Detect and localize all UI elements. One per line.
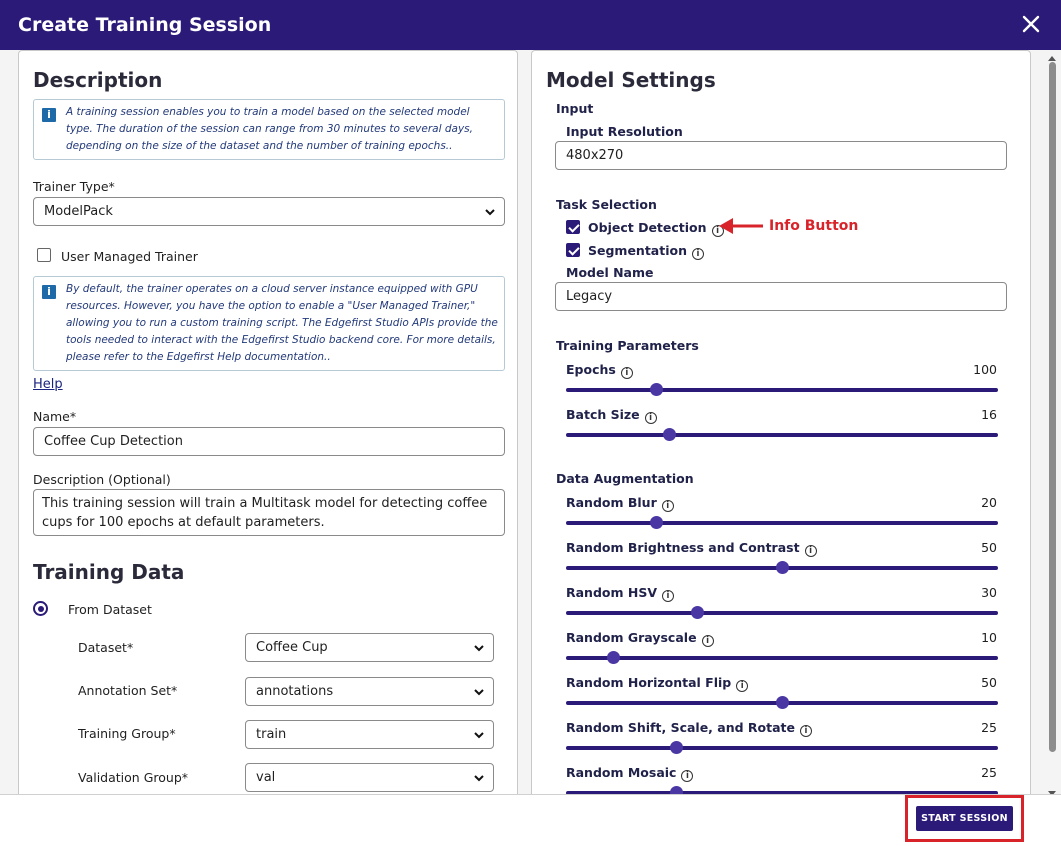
augmentation-row — [566, 675, 748, 692]
slider-handle[interactable] — [650, 516, 663, 529]
slider-handle[interactable] — [776, 561, 789, 574]
right-panel — [531, 50, 1031, 794]
from-dataset-label: From Dataset — [68, 602, 152, 617]
object-detection-row — [588, 220, 724, 237]
info-icon[interactable]: i — [800, 725, 812, 737]
user-managed-checkbox[interactable] — [37, 248, 51, 262]
model-name-value: Legacy — [566, 289, 613, 304]
augmentation-slider[interactable] — [566, 701, 998, 705]
augmentation-row — [566, 720, 812, 737]
epochs-row — [566, 362, 633, 379]
validation-group-value: val — [256, 770, 276, 785]
segmentation-label: Segmentation — [588, 243, 687, 258]
batch-size-row — [566, 407, 657, 424]
segmentation-checkbox[interactable] — [566, 243, 580, 257]
data-augmentation-title: Data Augmentation — [556, 471, 694, 486]
augmentation-label: Random Shift, Scale, and Rotate — [566, 720, 795, 735]
training-group-value: train — [256, 727, 287, 742]
slider-handle[interactable] — [663, 428, 676, 441]
description-optional-label: Description (Optional) — [33, 472, 171, 487]
augmentation-value: 50 — [981, 540, 997, 555]
epochs-value: 100 — [973, 362, 997, 377]
slider-handle[interactable] — [670, 741, 683, 754]
description-info-text: A training session enables you to train a model based on the selected model type. The duration of the session can range from 30 minutes to several days, depending on the size of the dataset and the number of training epochs.. — [66, 106, 473, 152]
scrollbar[interactable] — [1048, 56, 1057, 794]
info-icon[interactable]: i — [662, 500, 674, 512]
info-icon[interactable]: i — [681, 770, 693, 782]
description-heading: Description — [33, 68, 163, 92]
object-detection-checkbox[interactable] — [566, 220, 580, 234]
chevron-down-icon — [473, 686, 485, 698]
info-icon[interactable]: i — [736, 680, 748, 692]
slider-handle[interactable] — [607, 651, 620, 664]
annotation-text: Info Button — [769, 218, 859, 234]
chevron-down-icon — [473, 642, 485, 654]
info-button-annotation — [717, 217, 858, 235]
slider-handle[interactable] — [670, 786, 683, 794]
augmentation-value: 25 — [981, 720, 997, 735]
description-textarea-value: This training session will train a Multitask model for detecting coffee cups for 100 epochs at default parameters. — [42, 496, 488, 530]
slider-handle[interactable] — [650, 383, 663, 396]
augmentation-row — [566, 630, 714, 647]
input-resolution-input[interactable] — [555, 141, 1007, 170]
augmentation-label: Random Brightness and Contrast — [566, 540, 800, 555]
start-session-highlight — [905, 795, 1024, 842]
dialog-body — [0, 50, 1061, 794]
batch-size-value: 16 — [981, 407, 997, 422]
augmentation-label: Random Grayscale — [566, 630, 697, 645]
user-managed-label: User Managed Trainer — [61, 249, 198, 264]
chevron-down-icon — [473, 772, 485, 784]
training-data-heading: Training Data — [33, 560, 185, 584]
info-icon[interactable]: i — [621, 367, 633, 379]
object-detection-label: Object Detection — [588, 220, 707, 235]
annotation-set-label: Annotation Set* — [78, 683, 178, 698]
augmentation-row — [566, 585, 674, 602]
name-input-value: Coffee Cup Detection — [44, 434, 183, 449]
from-dataset-radio[interactable] — [33, 601, 48, 616]
start-session-button[interactable]: START SESSION — [916, 806, 1013, 831]
augmentation-value: 25 — [981, 765, 997, 780]
info-icon: i — [42, 285, 56, 299]
name-label: Name* — [33, 409, 77, 424]
augmentation-label: Random Mosaic — [566, 765, 677, 780]
trainer-info-box — [33, 276, 505, 371]
input-section-title: Input — [556, 101, 594, 116]
augmentation-label: Random HSV — [566, 585, 658, 600]
chevron-down-icon — [484, 206, 496, 218]
trainer-type-select[interactable] — [33, 197, 505, 226]
augmentation-label: Random Blur — [566, 495, 657, 510]
augmentation-row — [566, 765, 693, 782]
dialog-footer — [0, 794, 1061, 846]
input-resolution-value: 480x270 — [566, 148, 624, 163]
input-resolution-label: Input Resolution — [566, 124, 683, 139]
annotation-set-value: annotations — [256, 684, 334, 699]
close-icon[interactable] — [1019, 12, 1043, 36]
info-icon: i — [42, 108, 56, 122]
epochs-slider[interactable] — [566, 388, 998, 392]
scroll-up-icon[interactable] — [1048, 56, 1056, 61]
segmentation-row — [588, 243, 704, 260]
augmentation-value: 50 — [981, 675, 997, 690]
left-panel — [18, 50, 518, 794]
dialog-header — [0, 0, 1061, 50]
augmentation-label: Random Horizontal Flip — [566, 675, 732, 690]
help-link[interactable]: Help — [33, 377, 63, 392]
batch-size-label: Batch Size — [566, 407, 640, 422]
description-info-box — [33, 99, 505, 160]
task-selection-title: Task Selection — [556, 197, 657, 212]
annotation-set-select[interactable] — [245, 677, 494, 706]
chevron-down-icon — [473, 729, 485, 741]
dataset-select[interactable] — [245, 633, 494, 662]
info-icon[interactable]: i — [702, 635, 714, 647]
batch-size-slider[interactable] — [566, 433, 998, 437]
augmentation-value: 10 — [981, 630, 997, 645]
name-input[interactable] — [33, 427, 505, 456]
info-icon[interactable]: i — [692, 248, 704, 260]
training-group-label: Training Group* — [78, 726, 176, 741]
validation-group-label: Validation Group* — [78, 770, 189, 785]
info-icon[interactable]: i — [805, 545, 817, 557]
info-icon[interactable]: i — [712, 225, 724, 237]
augmentation-value: 30 — [981, 585, 997, 600]
augmentation-slider[interactable] — [566, 521, 998, 525]
augmentation-slider[interactable] — [566, 746, 998, 750]
radio-dot — [38, 606, 44, 612]
dataset-value: Coffee Cup — [256, 640, 328, 655]
description-textarea[interactable] — [33, 489, 505, 536]
trainer-info-text: By default, the trainer operates on a cloud server instance equipped with GPU resources. However, you have the option to enable a "User Managed Trainer," allowing you to run a custom training script. The Edgefirst Studio APIs provide the tools needed to interact with the Edgefirst Studio backend core. For more details, please refer to the Edgefirst Help documentation.. — [66, 283, 498, 363]
model-name-label: Model Name — [566, 265, 654, 280]
scrollbar-thumb[interactable] — [1049, 62, 1056, 752]
info-icon[interactable]: i — [662, 590, 674, 602]
slider-handle[interactable] — [691, 606, 704, 619]
augmentation-slider[interactable] — [566, 611, 998, 615]
dialog-title: Create Training Session — [18, 14, 272, 36]
model-name-input[interactable] — [555, 282, 1007, 311]
epochs-label: Epochs — [566, 362, 616, 377]
info-icon[interactable]: i — [645, 412, 657, 424]
training-group-select[interactable] — [245, 720, 494, 749]
dataset-label: Dataset* — [78, 640, 134, 655]
arrow-left-icon — [717, 217, 765, 235]
augmentation-value: 20 — [981, 495, 997, 510]
augmentation-slider[interactable] — [566, 656, 998, 660]
trainer-type-label: Trainer Type* — [33, 179, 115, 194]
model-settings-heading: Model Settings — [546, 68, 716, 92]
augmentation-row — [566, 495, 674, 512]
training-parameters-title: Training Parameters — [556, 338, 699, 353]
trainer-type-value: ModelPack — [44, 204, 113, 219]
augmentation-slider[interactable] — [566, 566, 998, 570]
validation-group-select[interactable] — [245, 763, 494, 792]
slider-handle[interactable] — [776, 696, 789, 709]
augmentation-row — [566, 540, 817, 557]
